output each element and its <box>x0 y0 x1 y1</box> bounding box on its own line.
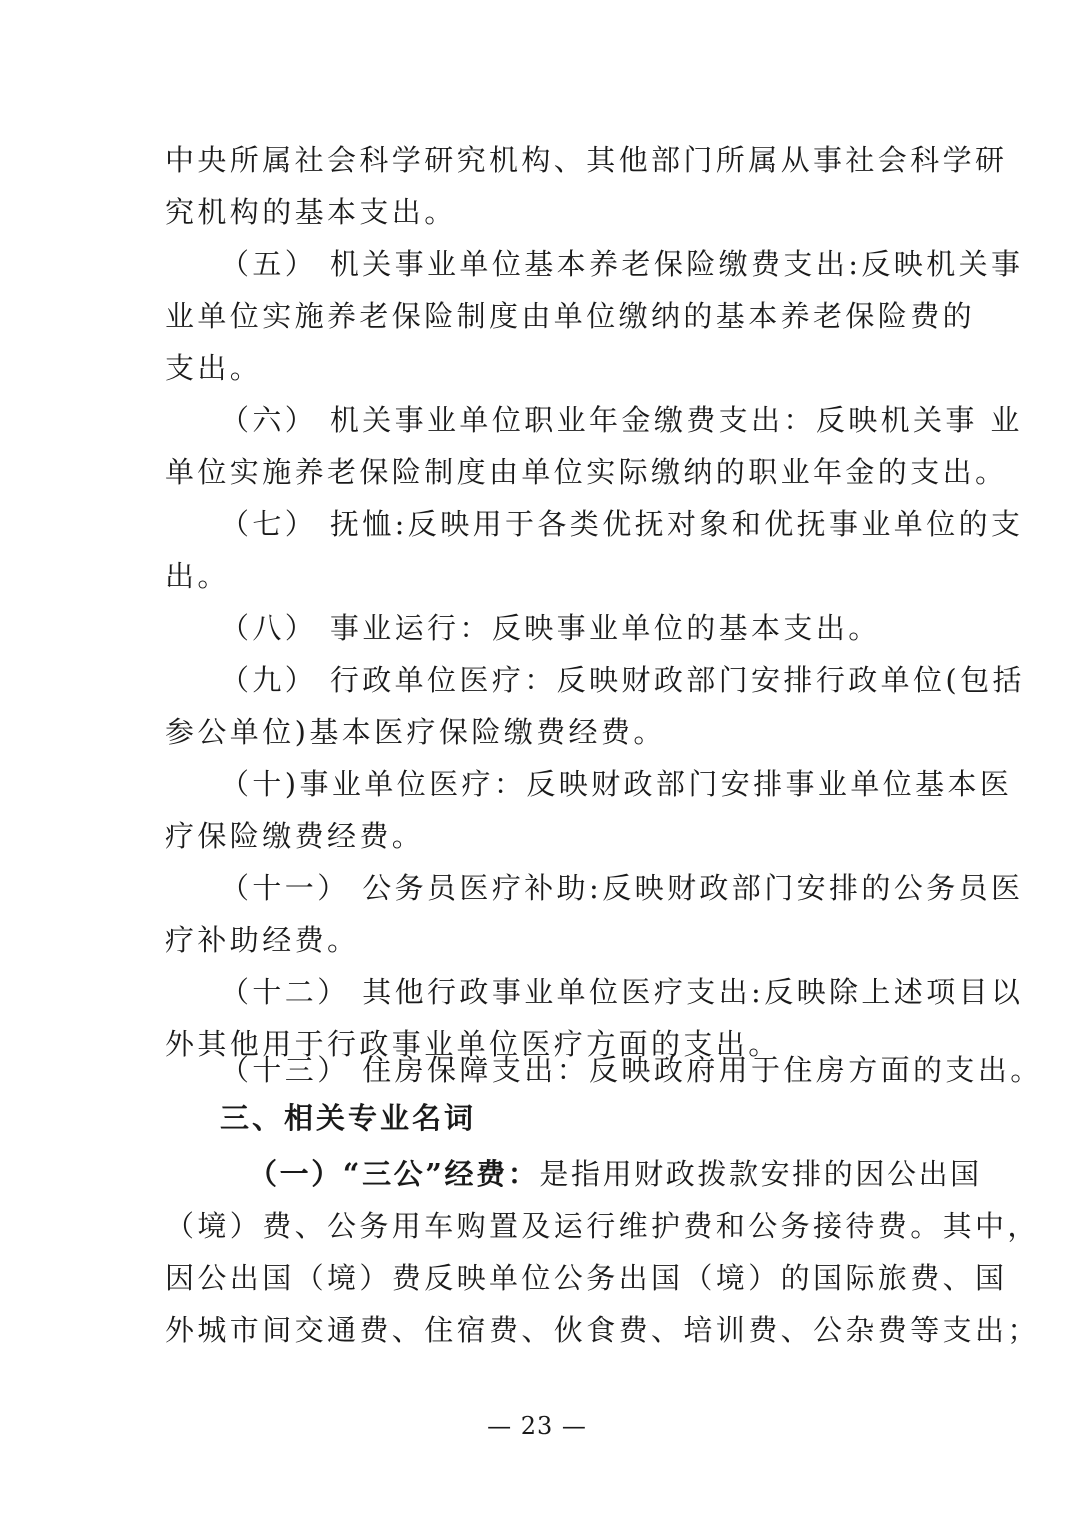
paragraph-line: 支出。 <box>165 351 263 385</box>
paragraph-line: （八） 事业运行：反映事业单位的基本支出。 <box>220 611 881 645</box>
paragraph-line: （十一） 公务员医疗补助:反映财政部门安排的公务员医 <box>220 871 1024 905</box>
paragraph-line: 疗保险缴费经费。 <box>165 819 425 853</box>
paragraph-line: 参公单位)基本医疗保险缴费经费。 <box>165 715 666 749</box>
section-heading: 三、相关专业名词 <box>220 1101 477 1135</box>
paragraph-line: 究机构的基本支出。 <box>165 195 457 229</box>
paragraph-line: 单位实施养老保险制度由单位实际缴纳的职业年金的支出。 <box>165 455 1008 489</box>
paragraph-line: 疗补助经费。 <box>165 923 360 957</box>
paragraph-line: （十三） 住房保障支出：反映政府用于住房方面的支出。 <box>220 1053 1043 1087</box>
paragraph-line: 外其他用于行政事业单位医疗方面的支出。 <box>165 1027 781 1061</box>
paragraph-line: （十二） 其他行政事业单位医疗支出:反映除上述项目以 <box>220 975 1024 1009</box>
paragraph-line: （九） 行政单位医疗：反映财政部门安排行政单位(包括 <box>220 663 1025 697</box>
paragraph-line: 因公出国（境）费反映单位公务出国（境）的国际旅费、国 <box>165 1261 1008 1295</box>
page-number: — 23 — <box>487 1412 587 1440</box>
paragraph-line: 中央所属社会科学研究机构、其他部门所属从事社会科学研 <box>165 143 1008 177</box>
paragraph-line: 外城市间交通费、住宿费、伙食费、培训费、公杂费等支出； <box>165 1313 1040 1347</box>
term-text: 是指用财政拨款安排的因公出国 <box>539 1157 982 1191</box>
term-label: （一）“三公”经费： <box>248 1157 540 1191</box>
paragraph-line: （五） 机关事业单位基本养老保险缴费支出:反映机关事 <box>220 247 1024 281</box>
paragraph-line: （七） 抚恤:反映用于各类优抚对象和优抚事业单位的支 <box>220 507 1024 541</box>
paragraph-line: （十)事业单位医疗：反映财政部门安排事业单位基本医 <box>220 767 1013 801</box>
paragraph-line: （六） 机关事业单位职业年金缴费支出：反映机关事 业 <box>220 403 1023 437</box>
paragraph-line: （境）费、公务用车购置及运行维护费和公务接待费。其中， <box>165 1209 1040 1243</box>
paragraph-line: 出。 <box>165 559 230 593</box>
term-definition-lead <box>248 1154 982 1194</box>
paragraph-line: 业单位实施养老保险制度由单位缴纳的基本养老保险费的 <box>165 299 976 333</box>
